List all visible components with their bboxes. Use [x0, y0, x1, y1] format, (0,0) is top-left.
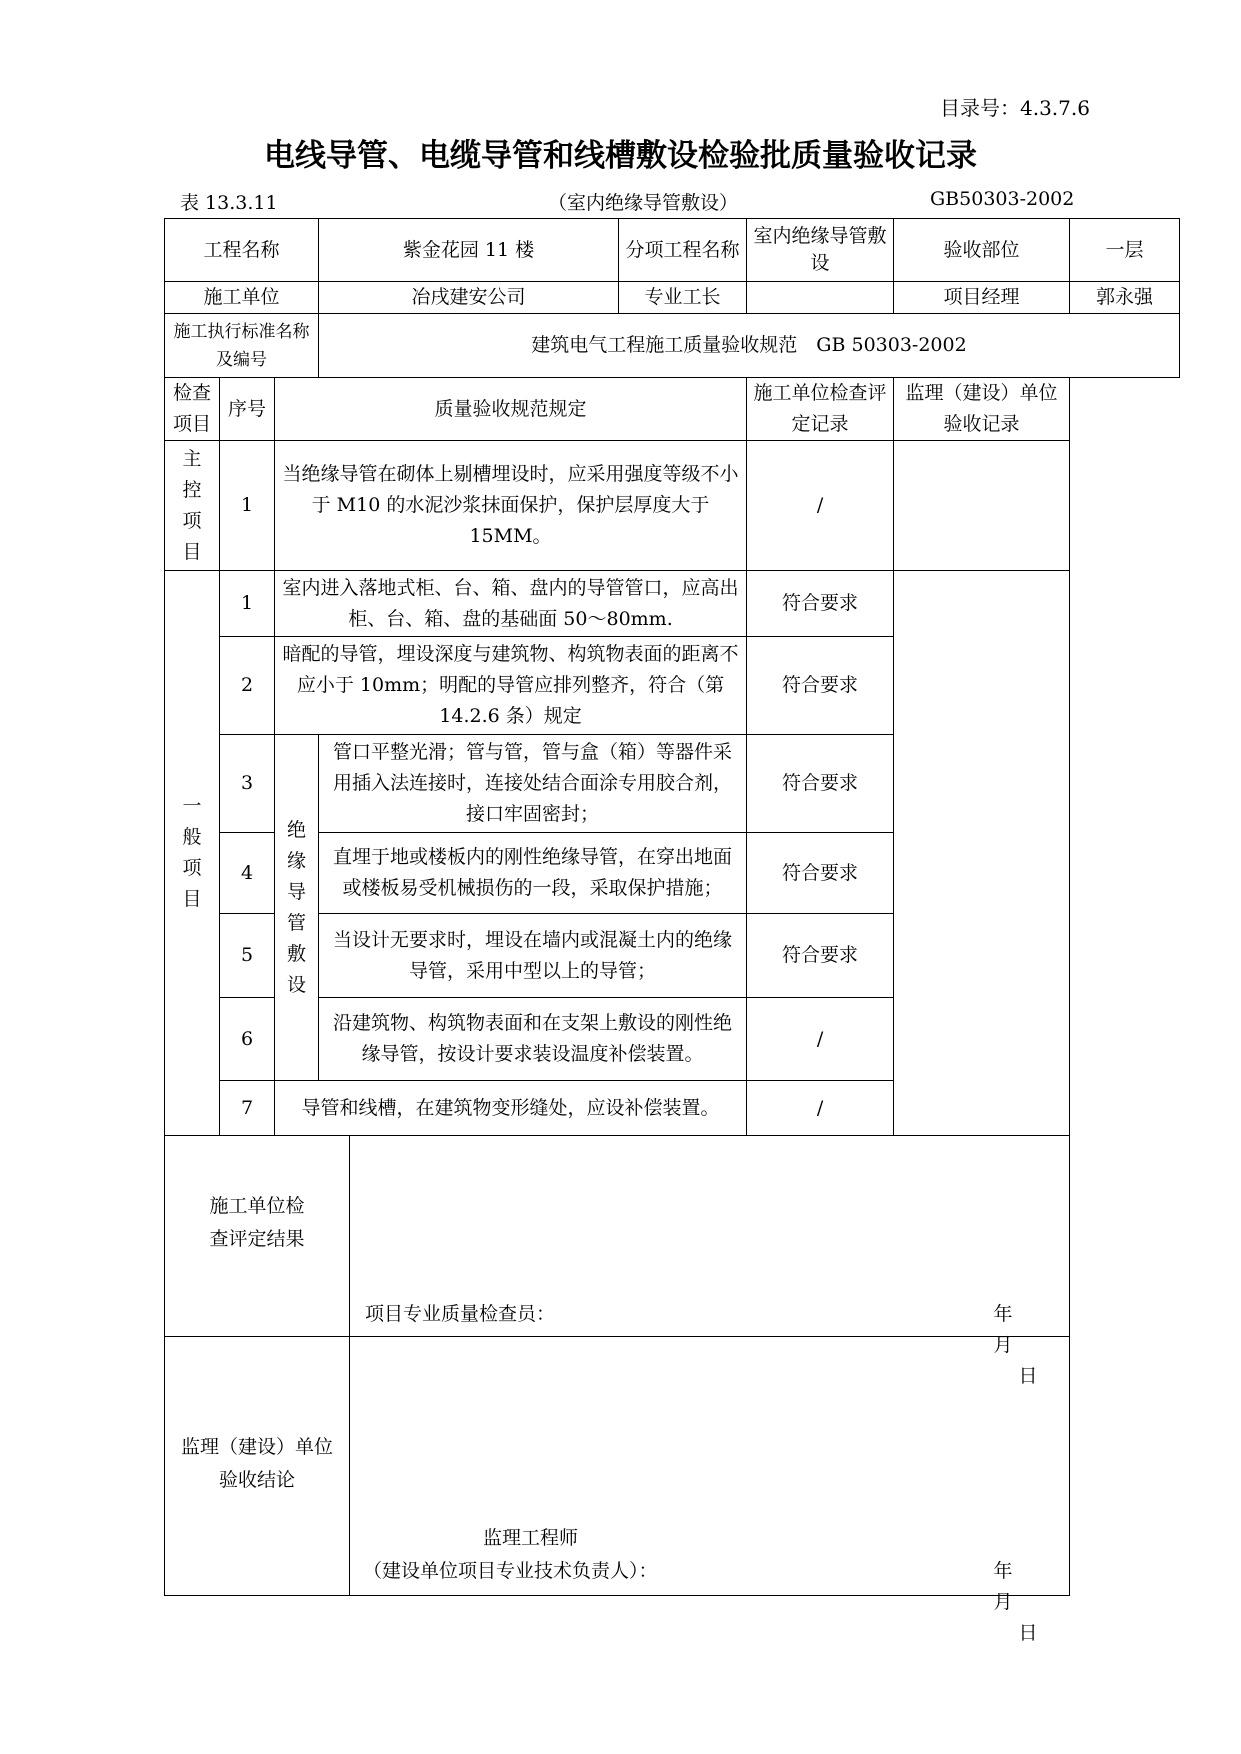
general-row-no: 6 [220, 998, 275, 1081]
main-control-row-text: 当绝缘导管在砌体上剔槽埋设时，应采用强度等级不小于 M10 的水泥沙浆抹面保护，保护层厚度大于 15MM。 [275, 441, 747, 571]
project-manager-label: 项目经理 [894, 282, 1070, 314]
general-row-text: 管口平整光滑；管与管，管与盒（箱）等器件采用插入法连接时，连接处结合面涂专用胶合剂，接口牢固密封； [319, 735, 747, 833]
general-row-text: 暗配的导管，埋设深度与建筑物、构筑物表面的距离不应小于 10mm；明配的导管应排列整齐，符合（第 14.2.6 条）规定 [275, 637, 747, 735]
general-supervisor-cell [894, 571, 1070, 1136]
subproject-value: 室内绝缘导管敷设 [747, 219, 894, 282]
contractor-result-label: 施工单位检查评定结果 [209, 1195, 305, 1250]
supervisor-month: 月 [993, 1591, 1013, 1613]
main-control-row-result: / [747, 441, 894, 571]
document-title: 电线导管、电缆导管和线槽敷设检验批质量验收记录 [264, 138, 977, 174]
supervisor-result-section [165, 1337, 1070, 1644]
supervisor-year: 年 [993, 1560, 1013, 1582]
general-row-result: 符合要求 [747, 637, 894, 735]
general-row-result: / [747, 1081, 894, 1136]
contractor-result-section [165, 1136, 1070, 1387]
general-row-text: 直埋于地或楼板内的刚性绝缘导管，在穿出地面或楼板易受机械损伤的一段，采取保护措施； [319, 833, 747, 914]
catalog-number: 目录号：4.3.7.6 [940, 96, 1090, 120]
insulated-conduit-sublabel: 绝 缘 导 管 敷 设 [275, 735, 319, 1081]
general-row-result: 符合要求 [747, 914, 894, 998]
contractor-label: 施工单位 [165, 282, 319, 314]
general-row-result: 符合要求 [747, 735, 894, 833]
contractor-year: 年 [993, 1303, 1013, 1325]
general-row-no: 5 [220, 914, 275, 998]
supervisor-day: 日 [1018, 1622, 1038, 1644]
general-row-text: 室内进入落地式柜、台、箱、盘内的导管管口，应高出柜、台、箱、盘的基础面 50～80mm. [275, 571, 747, 637]
col-header-contractor-check: 施工单位检查评定记录 [747, 378, 894, 441]
general-row-text: 导管和线槽，在建筑物变形缝处，应设补偿装置。 [275, 1081, 747, 1136]
general-row-text: 沿建筑物、构筑物表面和在支架上敷设的刚性绝缘导管，按设计要求装设温度补偿装置。 [319, 998, 747, 1081]
col-header-supervisor-check: 监理（建设）单位验收记录 [894, 378, 1070, 441]
foreman-label: 专业工长 [619, 282, 747, 314]
general-row-no: 2 [220, 637, 275, 735]
general-row-result: 符合要求 [747, 571, 894, 637]
contractor-value: 冶戌建安公司 [319, 282, 619, 314]
general-row-no: 7 [220, 1081, 275, 1136]
standard-label: 施工执行标准名称及编号 [165, 314, 319, 378]
owner-tech-lead-label: （建设单位项目专业技术负责人）： [363, 1560, 658, 1582]
general-row-no: 3 [220, 735, 275, 833]
main-control-supervisor-cell [894, 441, 1070, 571]
general-row-no: 4 [220, 833, 275, 914]
inspection-record-table [164, 218, 1180, 1644]
col-header-item: 检查项目 [165, 378, 220, 441]
standard-value: 建筑电气工程施工质量验收规范 GB 50303-2002 [319, 314, 1180, 378]
col-header-spec: 质量验收规范规定 [275, 378, 747, 441]
main-control-label: 主 控 项 目 [165, 441, 220, 571]
document-subtitle: （室内绝缘导管敷设） [548, 192, 739, 214]
supervising-engineer-label: 监理工程师 [483, 1527, 579, 1549]
general-row-result: 符合要求 [747, 833, 894, 914]
quality-inspector-label: 项目专业质量检查员： [365, 1303, 556, 1325]
contractor-month: 月 [993, 1334, 1013, 1356]
table-number: 表 13.3.11 [180, 192, 278, 214]
standard-code: GB50303-2002 [930, 188, 1075, 210]
project-manager-value: 郭永强 [1070, 282, 1180, 314]
general-items-label: 一 般 项 目 [165, 571, 220, 1136]
main-control-row-no: 1 [220, 441, 275, 571]
project-name-label: 工程名称 [165, 219, 319, 282]
general-row-text: 当设计无要求时，埋设在墙内或混凝土内的绝缘导管，采用中型以上的导管； [319, 914, 747, 998]
general-row-no: 1 [220, 571, 275, 637]
col-header-seq: 序号 [220, 378, 275, 441]
acceptance-part-value: 一层 [1070, 219, 1180, 282]
supervisor-result-label: 监理（建设）单位验收结论 [180, 1436, 333, 1491]
contractor-day: 日 [1018, 1365, 1038, 1387]
general-row-result: / [747, 998, 894, 1081]
foreman-value [747, 282, 894, 314]
project-name-value: 紫金花园 11 楼 [319, 219, 619, 282]
subproject-label: 分项工程名称 [619, 219, 747, 282]
acceptance-part-label: 验收部位 [894, 219, 1070, 282]
